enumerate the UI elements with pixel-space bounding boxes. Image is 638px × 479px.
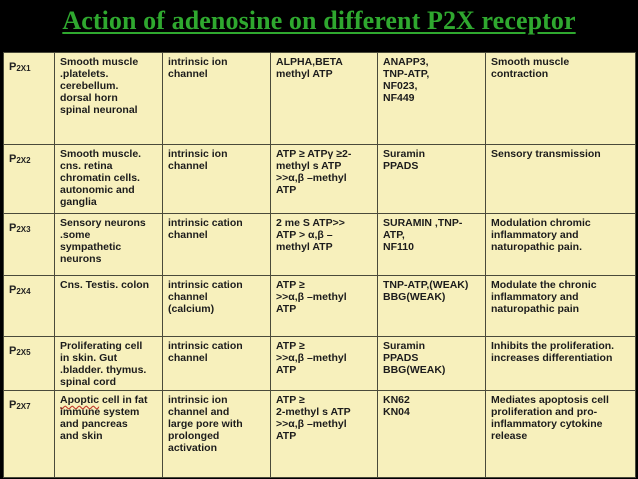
- antagonist-cell: [378, 337, 486, 391]
- cell-text-line: ganglia: [60, 196, 97, 208]
- cell-text-line: BBG(WEAK): [383, 291, 446, 303]
- cell-text-line: >>α,β –methyl: [276, 418, 347, 430]
- cell-text-line: channel: [168, 352, 208, 364]
- cell-text-line: large pore with: [168, 418, 243, 430]
- cell-text-line: chromatin cells.: [60, 172, 140, 184]
- cell-text-line: ATP: [276, 184, 297, 196]
- cell-text-line: TNP-ATP,: [383, 68, 430, 80]
- receptor-subscript: 2X5: [16, 348, 31, 357]
- cell-text-line: prolonged: [168, 430, 220, 442]
- cell-text-line: and pancreas: [60, 418, 128, 430]
- distribution-cell: [55, 337, 163, 391]
- receptor-prefix: P: [9, 153, 17, 165]
- channel-type-cell: [163, 337, 271, 391]
- cell-text-line: and skin: [60, 430, 103, 442]
- cell-text-line: Cns. Testis. colon: [60, 279, 150, 291]
- cell-text-line: methyl ATP: [276, 241, 333, 253]
- receptor-name-cell: [4, 53, 55, 145]
- agonist-cell: [271, 337, 378, 391]
- cell-text-line: methyl ATP: [276, 68, 333, 80]
- cell-text-line: ANAPP3,: [383, 56, 429, 68]
- channel-type-cell: [163, 276, 271, 337]
- table-row: [4, 214, 636, 276]
- cell-text-line: channel: [168, 229, 208, 241]
- cell-text-line: channel: [168, 291, 208, 303]
- distribution-cell: [55, 145, 163, 214]
- cell-text-line: sympathetic: [60, 241, 122, 253]
- cell-text-line: intrinsic ion: [168, 148, 228, 160]
- cell-text-line: ATP ≥: [276, 279, 305, 291]
- antagonist-cell: [378, 214, 486, 276]
- table-row: [4, 145, 636, 214]
- table-row: [4, 337, 636, 391]
- distribution-cell: [55, 391, 163, 478]
- channel-type-cell: [163, 391, 271, 478]
- cell-text-line: Smooth muscle.: [60, 148, 142, 160]
- cell-text-line: inflammatory cytokine: [491, 418, 603, 430]
- channel-type-cell: [163, 145, 271, 214]
- agonist-cell: [271, 276, 378, 337]
- receptor-name-cell: [4, 214, 55, 276]
- receptor-name-cell: [4, 391, 55, 478]
- slide-title: Action of adenosine on different P2X receptor: [62, 6, 576, 35]
- cell-text-line: increases differentiation: [491, 352, 613, 364]
- cell-text-line: Suramin: [383, 148, 426, 160]
- cell-text-line: PPADS: [383, 160, 419, 172]
- receptor-table-wrapper: [3, 52, 635, 477]
- cell-text-line: KN62: [383, 394, 410, 406]
- cell-text-line: intrinsic cation: [168, 340, 243, 352]
- receptor-prefix: P: [9, 399, 17, 411]
- cell-text-line: BBG(WEAK): [383, 364, 446, 376]
- spellcheck-word: Apoptic: [60, 394, 100, 406]
- cell-text-line: Smooth muscle: [491, 56, 570, 68]
- cell-text-line: spinal neuronal: [60, 104, 138, 116]
- cell-text-line: SURAMIN ,TNP-: [383, 217, 463, 229]
- receptor-name-cell: [4, 337, 55, 391]
- receptor-subscript: 2X2: [16, 156, 31, 165]
- receptor-table: [3, 52, 636, 478]
- cell-text-line: immune system: [60, 406, 140, 418]
- table-row: [4, 276, 636, 337]
- cell-text-line: naturopathic pain.: [491, 241, 583, 253]
- cell-text-line: NF449: [383, 92, 415, 104]
- receptor-table-body: [4, 53, 636, 478]
- distribution-cell: [55, 53, 163, 145]
- cell-text-line: cns. retina: [60, 160, 113, 172]
- cell-text-line: .platelets.: [60, 68, 109, 80]
- cell-text-line: ATP ≥: [276, 340, 305, 352]
- receptor-subscript: 2X4: [16, 287, 31, 296]
- cell-text-line: methyl s ATP: [276, 160, 342, 172]
- cell-text-line: >>α,β –methyl: [276, 352, 347, 364]
- receptor-prefix: P: [9, 284, 17, 296]
- cell-text-line: Mediates apoptosis cell: [491, 394, 609, 406]
- cell-text-line: spinal cord: [60, 376, 117, 388]
- cell-text-line: naturopathic pain: [491, 303, 580, 315]
- cell-text-line: inflammatory and: [491, 229, 579, 241]
- receptor-subscript: 2X3: [16, 225, 31, 234]
- cell-text-line: activation: [168, 442, 218, 454]
- receptor-prefix: P: [9, 222, 17, 234]
- receptor-prefix: P: [9, 345, 17, 357]
- cell-text-line: Suramin: [383, 340, 426, 352]
- cell-text-line: inflammatory and: [491, 291, 579, 303]
- cell-text-line: Modulate the chronic: [491, 279, 597, 291]
- cell-text-line: NF023,: [383, 80, 418, 92]
- cell-text-line: Inhibits the proliferation.: [491, 340, 615, 352]
- cell-text-line: ATP,: [383, 229, 405, 241]
- channel-type-cell: [163, 53, 271, 145]
- cell-text-line: intrinsic ion: [168, 394, 228, 406]
- agonist-cell: [271, 53, 378, 145]
- cell-text-line: intrinsic cation: [168, 217, 243, 229]
- cell-text-line: cerebellum.: [60, 80, 119, 92]
- cell-text-line: channel and: [168, 406, 230, 418]
- cell-text-line: contraction: [491, 68, 549, 80]
- cell-text-line: ATP: [276, 364, 297, 376]
- cell-text-line: Apoptic cell in fat: [60, 394, 148, 406]
- cell-text-line: intrinsic cation: [168, 279, 243, 291]
- cell-text-line: .bladder. thymus.: [60, 364, 147, 376]
- cell-text-line: .some: [60, 229, 91, 241]
- distribution-cell: [55, 276, 163, 337]
- function-cell: [486, 337, 636, 391]
- cell-text-line: ATP: [276, 303, 297, 315]
- cell-text-line: Sensory neurons: [60, 217, 146, 229]
- agonist-cell: [271, 391, 378, 478]
- function-cell: [486, 391, 636, 478]
- cell-text-line: 2-methyl s ATP: [276, 406, 351, 418]
- antagonist-cell: [378, 145, 486, 214]
- table-row: [4, 391, 636, 478]
- antagonist-cell: [378, 53, 486, 145]
- cell-text-line: ATP ≥ ATPγ ≥2-: [276, 148, 352, 160]
- table-row: [4, 53, 636, 145]
- cell-text-line: intrinsic ion: [168, 56, 228, 68]
- cell-text-line: release: [491, 430, 528, 442]
- cell-text-line: ALPHA,BETA: [276, 56, 343, 68]
- cell-text-line: Proliferating cell: [60, 340, 143, 352]
- antagonist-cell: [378, 276, 486, 337]
- cell-text-line: PPADS: [383, 352, 419, 364]
- cell-text-line: Modulation chromic: [491, 217, 591, 229]
- cell-text-line: ATP ≥: [276, 394, 305, 406]
- receptor-prefix: P: [9, 61, 17, 73]
- cell-text-line: in skin. Gut: [60, 352, 118, 364]
- cell-text-line: NF110: [383, 241, 414, 253]
- cell-text-line: KN04: [383, 406, 410, 418]
- cell-text-line: channel: [168, 160, 208, 172]
- cell-text-line: >>α,β –methyl: [276, 172, 347, 184]
- cell-text-line: Sensory transmission: [491, 148, 601, 160]
- receptor-subscript: 2X1: [16, 64, 31, 73]
- cell-text-line: Smooth muscle: [60, 56, 139, 68]
- cell-text-line: neurons: [60, 253, 102, 265]
- cell-text-line: ATP > α,β –: [276, 229, 333, 241]
- antagonist-cell: [378, 391, 486, 478]
- cell-text-line: >>α,β –methyl: [276, 291, 347, 303]
- receptor-subscript: 2X7: [16, 402, 31, 411]
- cell-text-line: (calcium): [168, 303, 215, 315]
- function-cell: [486, 214, 636, 276]
- function-cell: [486, 276, 636, 337]
- cell-text-line: ATP: [276, 430, 297, 442]
- cell-text-line: 2 me S ATP>>: [276, 217, 345, 229]
- distribution-cell: [55, 214, 163, 276]
- agonist-cell: [271, 214, 378, 276]
- agonist-cell: [271, 145, 378, 214]
- function-cell: [486, 53, 636, 145]
- function-cell: [486, 145, 636, 214]
- cell-text-line: dorsal horn: [60, 92, 118, 104]
- channel-type-cell: [163, 214, 271, 276]
- cell-text-line: TNP-ATP,(WEAK): [383, 279, 469, 291]
- cell-text-line: autonomic and: [60, 184, 135, 196]
- cell-text-line: proliferation and pro-: [491, 406, 598, 418]
- cell-text-line: channel: [168, 68, 208, 80]
- receptor-name-cell: [4, 276, 55, 337]
- receptor-name-cell: [4, 145, 55, 214]
- slide-title-bar: [0, 0, 638, 48]
